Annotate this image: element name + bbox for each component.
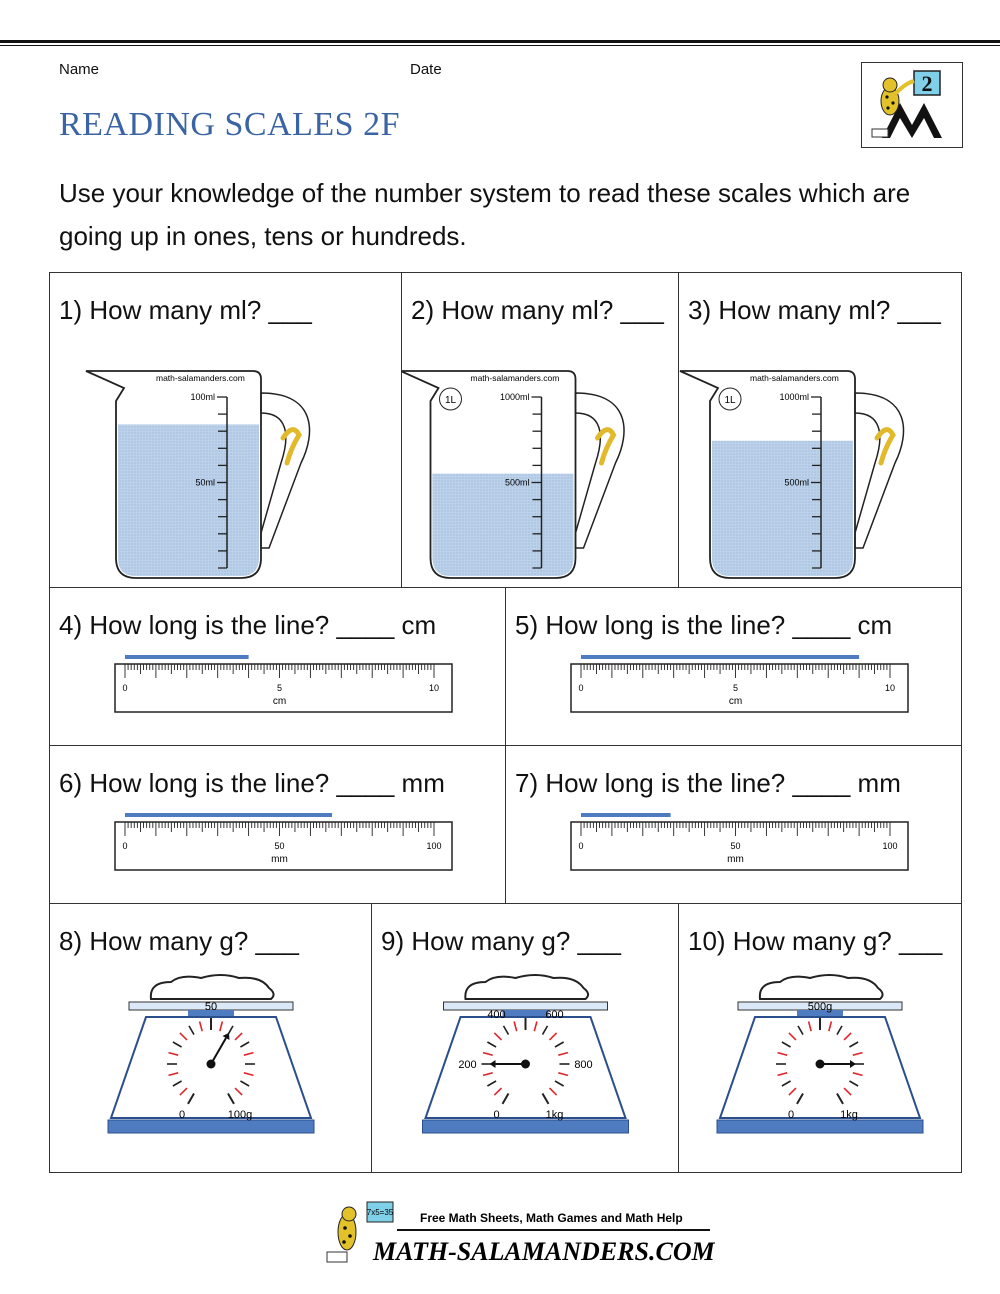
question-4 — [50, 588, 506, 746]
question-4-text: 4) How long is the line? ____ cm — [59, 610, 437, 640]
question-9-text: 9) How many g? ___ — [381, 926, 621, 956]
weighed-object — [151, 975, 274, 999]
jug-top-label: 1000ml — [779, 392, 809, 402]
measuring-jug-2 — [402, 273, 679, 588]
question-10-text: 10) How many g? ___ — [688, 926, 943, 956]
footer-logo-text: 7x5=35 — [366, 1208, 394, 1217]
ruler-label-start: 0 — [578, 683, 584, 693]
jug-handle — [261, 393, 310, 548]
jug-top-label: 1000ml — [499, 392, 530, 402]
jug-site-text: math-salamanders.com — [156, 373, 245, 383]
jug-site-text: math-salamanders.com — [470, 373, 560, 383]
weighing-scale-10 — [679, 904, 961, 1172]
dial-label: 500g — [807, 1001, 833, 1013]
jug-handle — [576, 393, 625, 548]
header-rule — [0, 40, 1000, 43]
dial-center — [207, 1060, 216, 1069]
ruler-label-mid: 5 — [276, 683, 283, 693]
logo-number: 2 — [921, 71, 933, 96]
question-5-text: 5) How long is the line? ____ cm — [515, 610, 893, 640]
question-6-text: 6) How long is the line? ____ mm — [59, 768, 445, 798]
dial-center — [816, 1060, 825, 1069]
weighing-scale-8 — [50, 904, 372, 1172]
weighed-object — [465, 975, 588, 999]
jug-liquid — [433, 474, 574, 576]
jug-top-label: 100ml — [190, 392, 215, 402]
question-5 — [506, 588, 961, 746]
scale-plate — [444, 1002, 608, 1010]
ruler-label-mid: 50 — [730, 841, 741, 851]
jug-site-text: math-salamanders.com — [750, 373, 839, 383]
scale-base — [108, 1120, 314, 1133]
dial-label: 100g — [227, 1109, 253, 1122]
scale-base — [717, 1120, 923, 1133]
page-title: READING SCALES 2F — [59, 106, 400, 143]
ruler-7 — [506, 746, 961, 904]
dial-label: 0 — [178, 1109, 186, 1122]
question-6 — [50, 746, 506, 904]
question-1 — [50, 273, 402, 588]
ruler-label-end: 100 — [426, 841, 442, 851]
jug-mid-label: 50ml — [195, 477, 215, 488]
dial-label: 600 — [545, 1008, 564, 1021]
footer-brand — [325, 1200, 715, 1270]
dial-label: 0 — [787, 1109, 795, 1122]
question-7 — [506, 746, 961, 904]
scale-stem — [503, 1010, 549, 1017]
weighed-object — [760, 975, 883, 999]
question-8-text: 8) How many g? ___ — [59, 926, 299, 956]
ruler-label-end: 100 — [882, 841, 898, 851]
question-2-text: 2) How many ml? ___ — [411, 295, 664, 325]
jug-liquid — [712, 441, 853, 576]
dial-label: 200 — [458, 1059, 477, 1071]
measured-line — [125, 813, 332, 817]
weighing-scale-9 — [372, 904, 679, 1172]
footer-brand-text: MATH-SALAMANDERS.COM — [373, 1237, 715, 1266]
question-9 — [372, 904, 679, 1172]
dial-label: 400 — [487, 1008, 506, 1021]
footer-tagline: Free Math Sheets, Math Games and Math Help — [420, 1211, 683, 1225]
jug-mid-label: 500ml — [784, 477, 809, 488]
question-7-text: 7) How long is the line? ____ mm — [515, 768, 901, 798]
ruler-label-end: 10 — [428, 683, 440, 693]
measured-line — [581, 655, 859, 659]
dial-label: 50 — [204, 1001, 218, 1013]
ruler-4 — [50, 588, 506, 746]
ruler-unit-label: cm — [728, 696, 743, 707]
dial-label: 1kg — [545, 1109, 564, 1122]
question-8 — [50, 904, 372, 1172]
question-3 — [679, 273, 961, 588]
ruler-label-end: 10 — [884, 683, 896, 693]
dial-center — [521, 1060, 530, 1069]
ruler-6 — [50, 746, 506, 904]
dial-label: 0 — [493, 1109, 500, 1122]
ruler-label-mid: 5 — [732, 683, 739, 693]
instructions: Use your knowledge of the number system to read these scales which are going up in ones, tens or hundreds. — [59, 178, 911, 251]
name-label: Name — [59, 61, 100, 78]
question-3-text: 3) How many ml? ___ — [688, 295, 941, 325]
date-label: Date — [410, 61, 442, 78]
ruler-label-start: 0 — [122, 683, 128, 693]
ruler-unit-label: mm — [271, 854, 288, 865]
capacity-badge-text: 1L — [444, 395, 457, 406]
capacity-badge-text: 1L — [724, 395, 736, 406]
dial-label: 800 — [574, 1059, 593, 1071]
scale-base — [423, 1120, 629, 1133]
question-1-text: 1) How many ml? ___ — [59, 295, 312, 325]
ruler-label-start: 0 — [122, 841, 128, 851]
measured-line — [125, 655, 249, 659]
question-2 — [402, 273, 679, 588]
ruler-5 — [506, 588, 961, 746]
jug-liquid — [118, 424, 259, 576]
jug-mid-label: 500ml — [504, 477, 530, 488]
jug-handle — [855, 393, 904, 548]
question-grid — [49, 272, 962, 1173]
ruler-unit-label: mm — [727, 854, 744, 865]
ruler-label-start: 0 — [578, 841, 584, 851]
header-rule-thin — [0, 45, 1000, 46]
ruler-label-mid: 50 — [274, 841, 285, 851]
measuring-jug-3 — [679, 273, 961, 588]
ruler-unit-label: cm — [272, 696, 287, 707]
measuring-jug-1 — [50, 273, 402, 588]
question-10 — [679, 904, 961, 1172]
salamander-logo — [861, 62, 963, 148]
measured-line — [581, 813, 671, 817]
dial-label: 1kg — [840, 1109, 858, 1122]
